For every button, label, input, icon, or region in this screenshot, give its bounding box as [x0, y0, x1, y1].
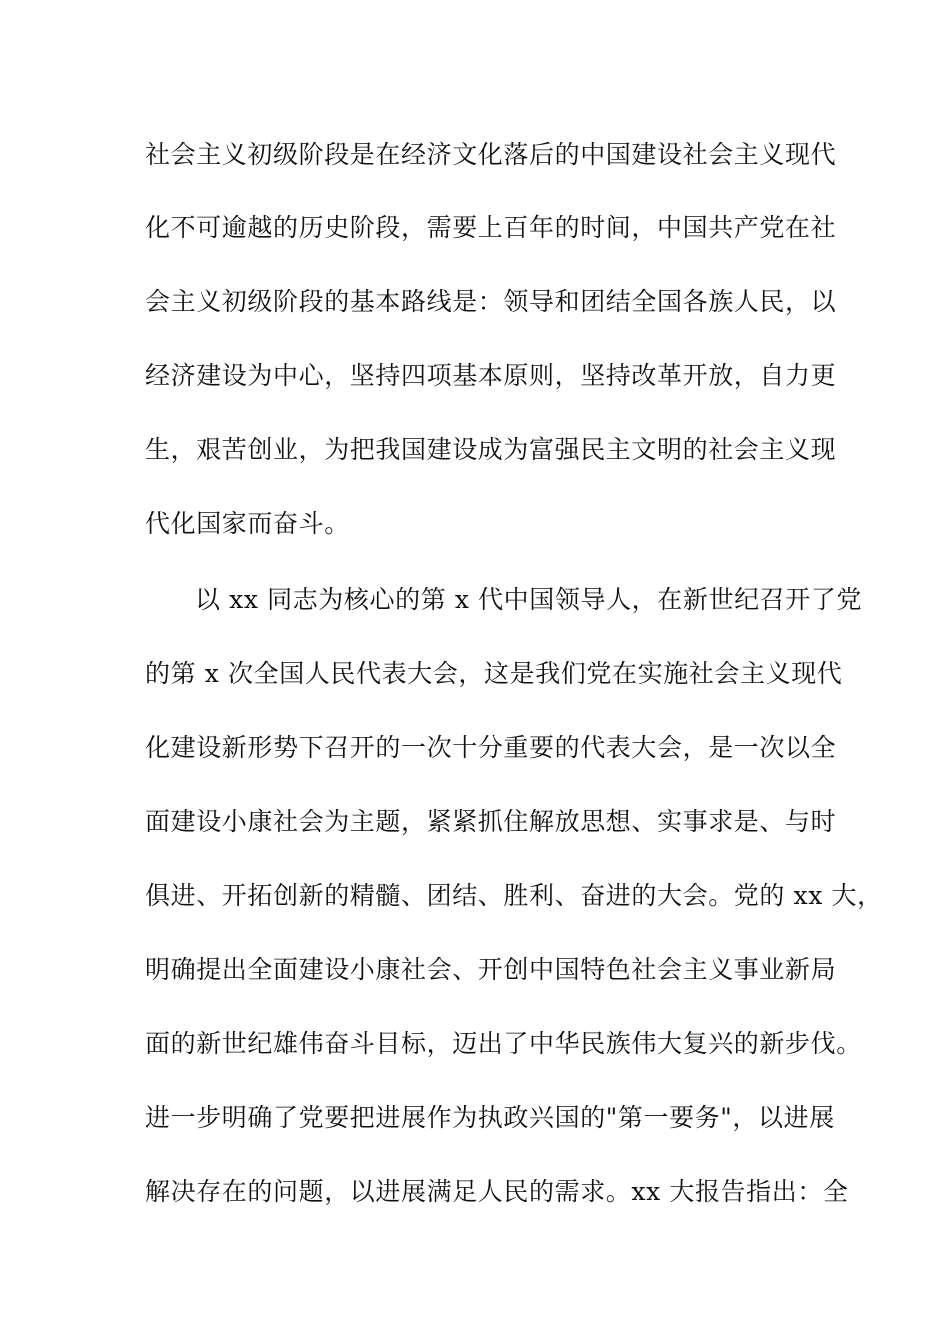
text-line: 社会主义初级阶段是在经济文化落后的中国建设社会主义现代	[145, 140, 837, 169]
text-line: 俱进、开拓创新的精髓、团结、胜利、奋进的大会。党的 xx 大，	[145, 881, 883, 910]
text-line: 化不可逾越的历史阶段，需要上百年的时间，中国共产党在社	[145, 213, 837, 242]
text-line: 解决存在的问题，以进展满足人民的需求。xx 大报告指出：全	[145, 1177, 849, 1206]
text-line: 化建设新形势下召开的一次十分重要的代表大会，是一次以全	[145, 733, 837, 762]
text-line: 面的新世纪雄伟奋斗目标，迈出了中华民族伟大复兴的新步伐。	[145, 1029, 862, 1058]
text-line: 进一步明确了党要把进展作为执政兴国的"第一要务"，以进展	[145, 1103, 835, 1132]
text-line: 明确提出全面建设小康社会、开创中国特色社会主义事业新局	[145, 955, 837, 984]
text-line: 的第 x 次全国人民代表大会，这是我们党在实施社会主义现代	[145, 659, 843, 688]
text-line: 生，艰苦创业，为把我国建设成为富强民主文明的社会主义现	[145, 435, 837, 464]
text-line: 面建设小康社会为主题，紧紧抓住解放思想、实事求是、与时	[145, 807, 837, 836]
text-line: 经济建设为中心，坚持四项基本原则，坚持改革开放，自力更	[145, 361, 837, 390]
text-line: 以 xx 同志为核心的第 x 代中国领导人，在新世纪召开了党	[195, 585, 863, 614]
text-line: 会主义初级阶段的基本路线是：领导和团结全国各族人民，以	[145, 287, 837, 316]
text-line: 代化国家而奋斗。	[145, 509, 350, 538]
